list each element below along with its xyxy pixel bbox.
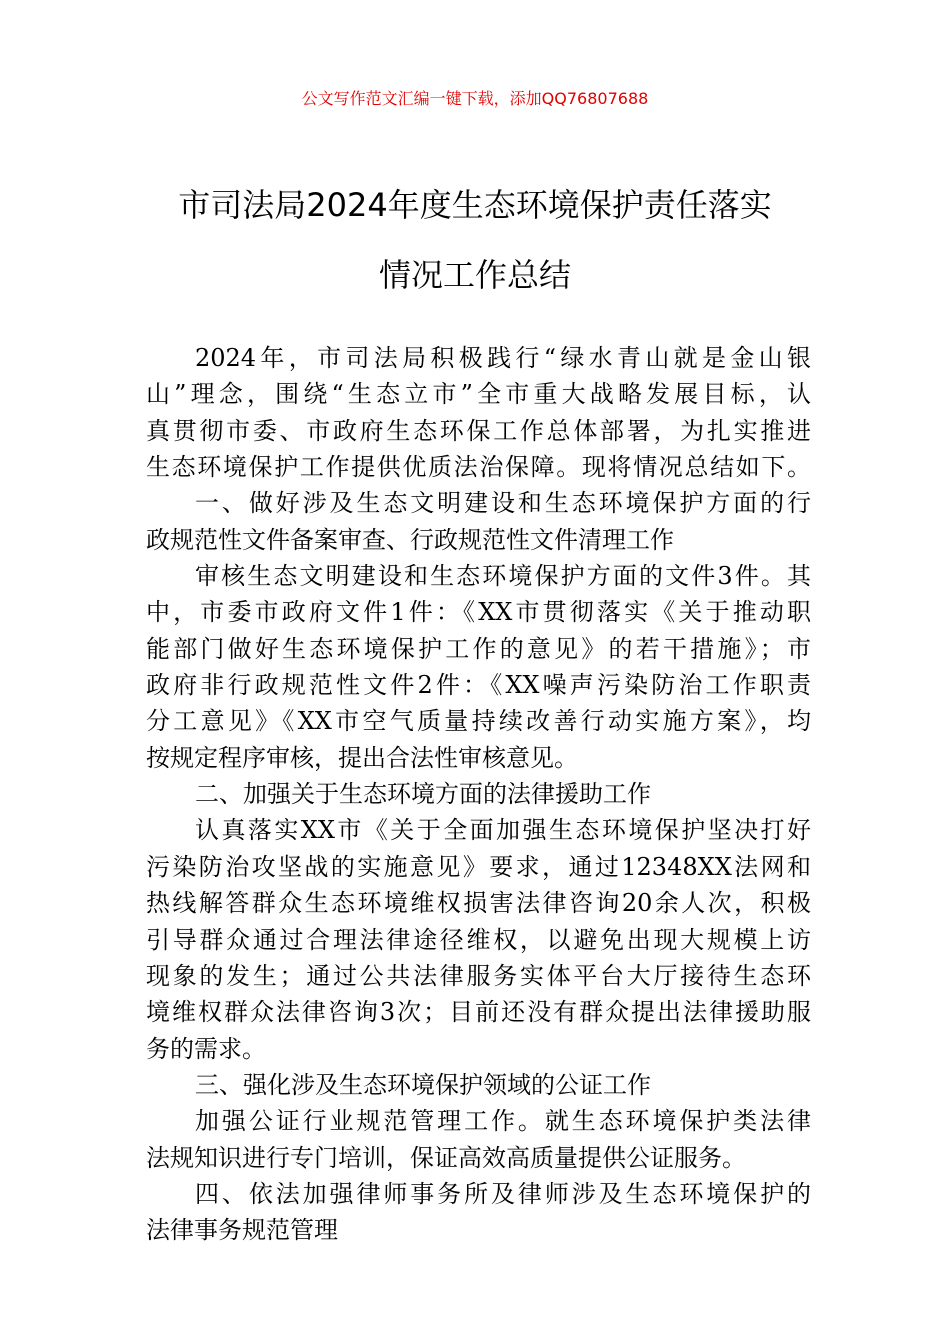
body-line: 按规定程序审核，提出合法性审核意见。: [146, 743, 578, 772]
body-line: 现象的发生；通过公共法律服务实体平台大厅接待生态环: [146, 961, 811, 990]
body-line: 法规知识进行专门培训，保证高效高质量提供公证服务。: [146, 1143, 746, 1172]
document-title-line-1: 市司法局2024年度生态环境保护责任落实: [178, 186, 772, 224]
download-promo-note: 公文写作范文汇编一键下载，添加QQ76807688: [301, 89, 649, 108]
body-line: 生态环境保护工作提供优质法治保障。现将情况总结如下。: [146, 453, 811, 482]
section-heading: 一、做好涉及生态文明建设和生态环境保护方面的行: [195, 489, 811, 518]
section-heading: 二、加强关于生态环境方面的法律援助工作: [195, 780, 651, 809]
body-line: 2024年，市司法局积极践行“绿水青山就是金山银: [195, 344, 811, 372]
body-line: 能部门做好生态环境保护工作的意见》的若干措施》；市: [146, 634, 811, 663]
body-line: 引导群众通过合理法律途径维权，以避免出现大规模上访: [146, 925, 811, 954]
body-line: 热线解答群众生态环境维权损害法律咨询20余人次，积极: [146, 889, 811, 918]
body-line: 真贯彻市委、市政府生态环保工作总体部署，为扎实推进: [146, 416, 811, 445]
body-line: 山”理念，围绕“生态立市”全市重大战略发展目标，认: [146, 380, 811, 409]
section-heading: 三、强化涉及生态环境保护领域的公证工作: [195, 1070, 651, 1099]
document-title-line-2: 情况工作总结: [378, 256, 571, 294]
body-line: 政府非行政规范性文件2件：《XX噪声污染防治工作职责: [146, 671, 811, 700]
body-line: 认真落实XX市《关于全面加强生态环境保护坚决打好: [195, 816, 811, 845]
section-heading: 四、依法加强律师事务所及律师涉及生态环境保护的: [195, 1179, 811, 1208]
body-line: 务的需求。: [146, 1034, 266, 1063]
body-line: 污染防治攻坚战的实施意见》要求，通过12348XX法网和: [146, 852, 811, 881]
body-line: 加强公证行业规范管理工作。就生态环境保护类法律: [195, 1107, 811, 1136]
section-heading: 政规范性文件备案审查、行政规范性文件清理工作: [146, 525, 674, 554]
document-body: [146, 340, 811, 1249]
body-line: 审核生态文明建设和生态环境保护方面的文件3件。其: [195, 562, 811, 591]
body-line: 境维权群众法律咨询3次；目前还没有群众提出法律援助服: [146, 998, 811, 1027]
body-line: 分工意见》《XX市空气质量持续改善行动实施方案》，均: [146, 707, 811, 736]
section-heading: 法律事务规范管理: [146, 1216, 338, 1245]
body-line: 中，市委市政府文件1件：《XX市贯彻落实《关于推动职: [146, 598, 811, 627]
